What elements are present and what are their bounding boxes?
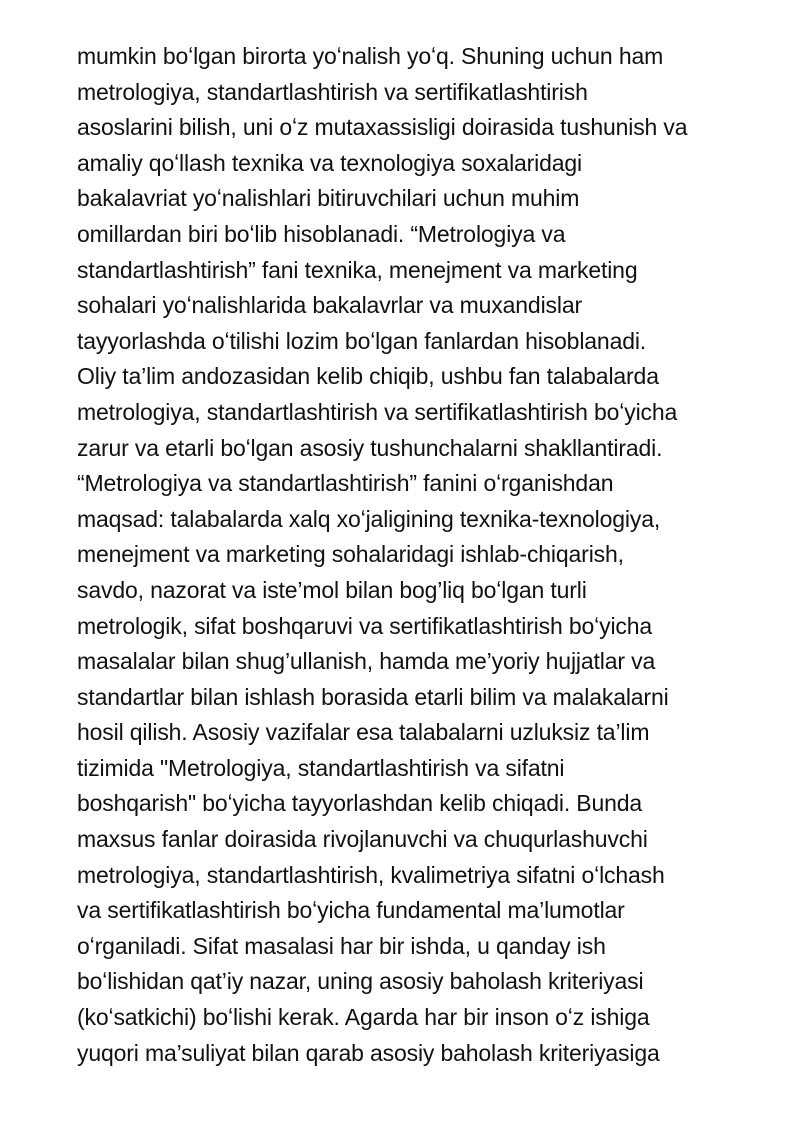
- text-line: maqsad: talabalarda xalq xoʻjaligining texnika-texnologiya,: [77, 505, 661, 532]
- text-line: bakalavriat yoʻnalishlari bitiruvchilari uchun muhim: [77, 185, 580, 212]
- text-line: tizimida "Metrologiya, standartlashtirish va sifatni: [77, 754, 565, 781]
- text-line: hosil qilish. Asosiy vazifalar esa talabalarni uzluksiz ta’lim: [77, 719, 650, 746]
- text-line: amaliy qoʻllash texnika va texnologiya soxalaridagi: [77, 149, 583, 176]
- text-line: metrologiya, standartlashtirish, kvalimetriya sifatni oʻlchash: [77, 861, 665, 888]
- text-line: asoslarini bilish, uni oʻz mutaxassisligi doirasida tushunish va: [77, 114, 688, 141]
- text-line: va sertifikatlashtirish boʻyicha fundamental ma’lumotlar: [77, 897, 625, 924]
- text-line: maxsus fanlar doirasida rivojlanuvchi va chuqurlashuvchi: [77, 826, 648, 853]
- text-line: (koʻsatkichi) boʻlishi kerak. Agarda har bir inson oʻz ishiga: [77, 1004, 650, 1031]
- text-line: mumkin boʻlgan birorta yoʻnalish yoʻq. Shuning uchun ham: [77, 43, 664, 69]
- body-text: [77, 39, 777, 1071]
- text-line: omillardan biri boʻlib hisoblanadi. “Metrologiya va: [77, 220, 566, 247]
- text-line: sohalari yoʻnalishlarida bakalavrlar va muxandislar: [77, 292, 582, 319]
- text-line: menejment va marketing sohalaridagi ishlab-chiqarish,: [77, 541, 624, 568]
- text-line: Oliy ta’lim andozasidan kelib chiqib, ushbu fan talabalarda: [77, 363, 659, 390]
- text-line: savdo, nazorat va iste’mol bilan bog’liq boʻlgan turli: [77, 576, 587, 603]
- text-line: metrologiya, standartlashtirish va sertifikatlashtirish boʻyicha: [77, 398, 678, 425]
- text-line: tayyorlashda oʻtilishi lozim boʻlgan fanlardan hisoblanadi.: [77, 327, 647, 354]
- text-line: “Metrologiya va standartlashtirish” fanini oʻrganishdan: [77, 470, 614, 497]
- text-line: standartlar bilan ishlash borasida etarli bilim va malakalarni: [77, 683, 669, 710]
- text-line: standartlashtirish” fani texnika, menejment va marketing: [77, 256, 638, 283]
- text-line: yuqori ma’suliyat bilan qarab asosiy baholash kriteriyasiga: [77, 1039, 660, 1066]
- text-line: masalalar bilan shug’ullanish, hamda me’yoriy hujjatlar va: [77, 648, 656, 675]
- text-line: metrologiya, standartlashtirish va sertifikatlashtirish: [77, 78, 588, 105]
- text-line: oʻrganiladi. Sifat masalasi har bir ishda, u qanday ish: [77, 932, 606, 959]
- text-line: zarur va etarli boʻlgan asosiy tushunchalarni shakllantiradi.: [77, 434, 663, 461]
- text-line: boʻlishidan qat’iy nazar, uning asosiy baholash kriteriyasi: [77, 968, 644, 995]
- text-line: boshqarish" boʻyicha tayyorlashdan kelib chiqadi. Bunda: [77, 790, 643, 817]
- text-line: metrologik, sifat boshqaruvi va sertifikatlashtirish boʻyicha: [77, 612, 653, 639]
